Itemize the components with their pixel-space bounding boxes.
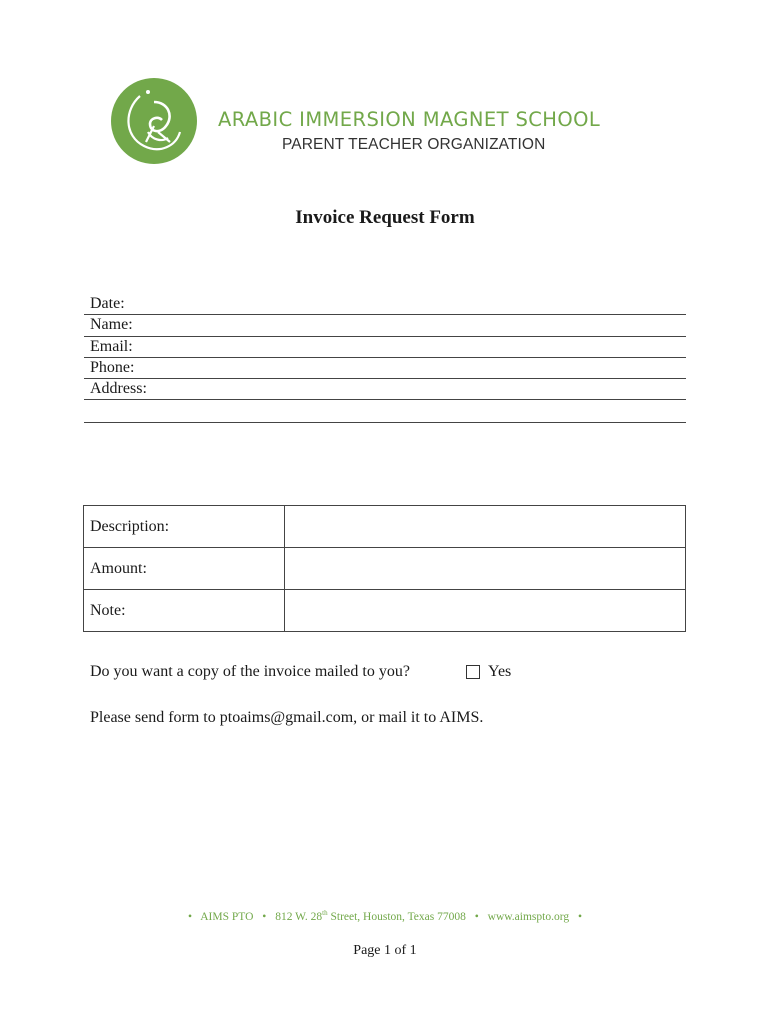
date-field[interactable]: Date: — [84, 294, 686, 315]
footer-contact-line — [0, 909, 770, 923]
school-name-part2: MAGNET SCHOOL — [422, 108, 601, 131]
form-title: Invoice Request Form — [295, 207, 475, 228]
note-value[interactable] — [285, 590, 686, 632]
mail-copy-option[interactable] — [466, 663, 511, 681]
footer-website[interactable]: www.aimspto.org — [487, 910, 570, 923]
send-instructions: Please send form to ptoaims@gmail.com, or mail it to AIMS. — [90, 709, 484, 726]
footer-address-rest: Street, Houston, Texas 77008 — [327, 910, 466, 923]
footer-address-street-number: 812 W. 28 — [275, 910, 323, 923]
school-name-part1: ARABIC IMMERSION — [218, 108, 417, 131]
description-value[interactable] — [285, 506, 686, 548]
phone-field[interactable]: Phone: — [84, 358, 686, 379]
description-label: Description: — [84, 506, 285, 548]
details-table — [83, 505, 686, 632]
yes-checkbox[interactable] — [466, 665, 480, 679]
footer-bullet: • — [262, 910, 267, 923]
footer-address — [275, 911, 466, 923]
footer-org: AIMS PTO — [200, 910, 254, 923]
amount-value[interactable] — [285, 548, 686, 590]
footer-address-suffix: th — [322, 909, 328, 917]
footer-bullet: • — [187, 910, 192, 923]
organization-name: PARENT TEACHER ORGANIZATION — [282, 136, 546, 153]
note-label: Note: — [84, 590, 285, 632]
page-number: Page 1 of 1 — [353, 943, 417, 958]
school-logo-icon — [110, 76, 198, 166]
address-field[interactable]: Address: — [84, 379, 686, 400]
yes-checkbox-label: Yes — [488, 663, 512, 680]
amount-label: Amount: — [84, 548, 285, 590]
table-row — [84, 506, 686, 548]
table-row — [84, 590, 686, 632]
contact-fields — [84, 294, 686, 423]
mail-copy-question: Do you want a copy of the invoice mailed to you? — [90, 663, 410, 680]
email-field[interactable]: Email: — [84, 337, 686, 358]
footer-bullet: • — [577, 910, 583, 923]
name-field[interactable]: Name: — [84, 315, 686, 336]
table-row — [84, 548, 686, 590]
school-name — [218, 108, 600, 131]
footer-bullet: • — [474, 910, 479, 923]
address-field-line-2[interactable] — [84, 400, 686, 422]
